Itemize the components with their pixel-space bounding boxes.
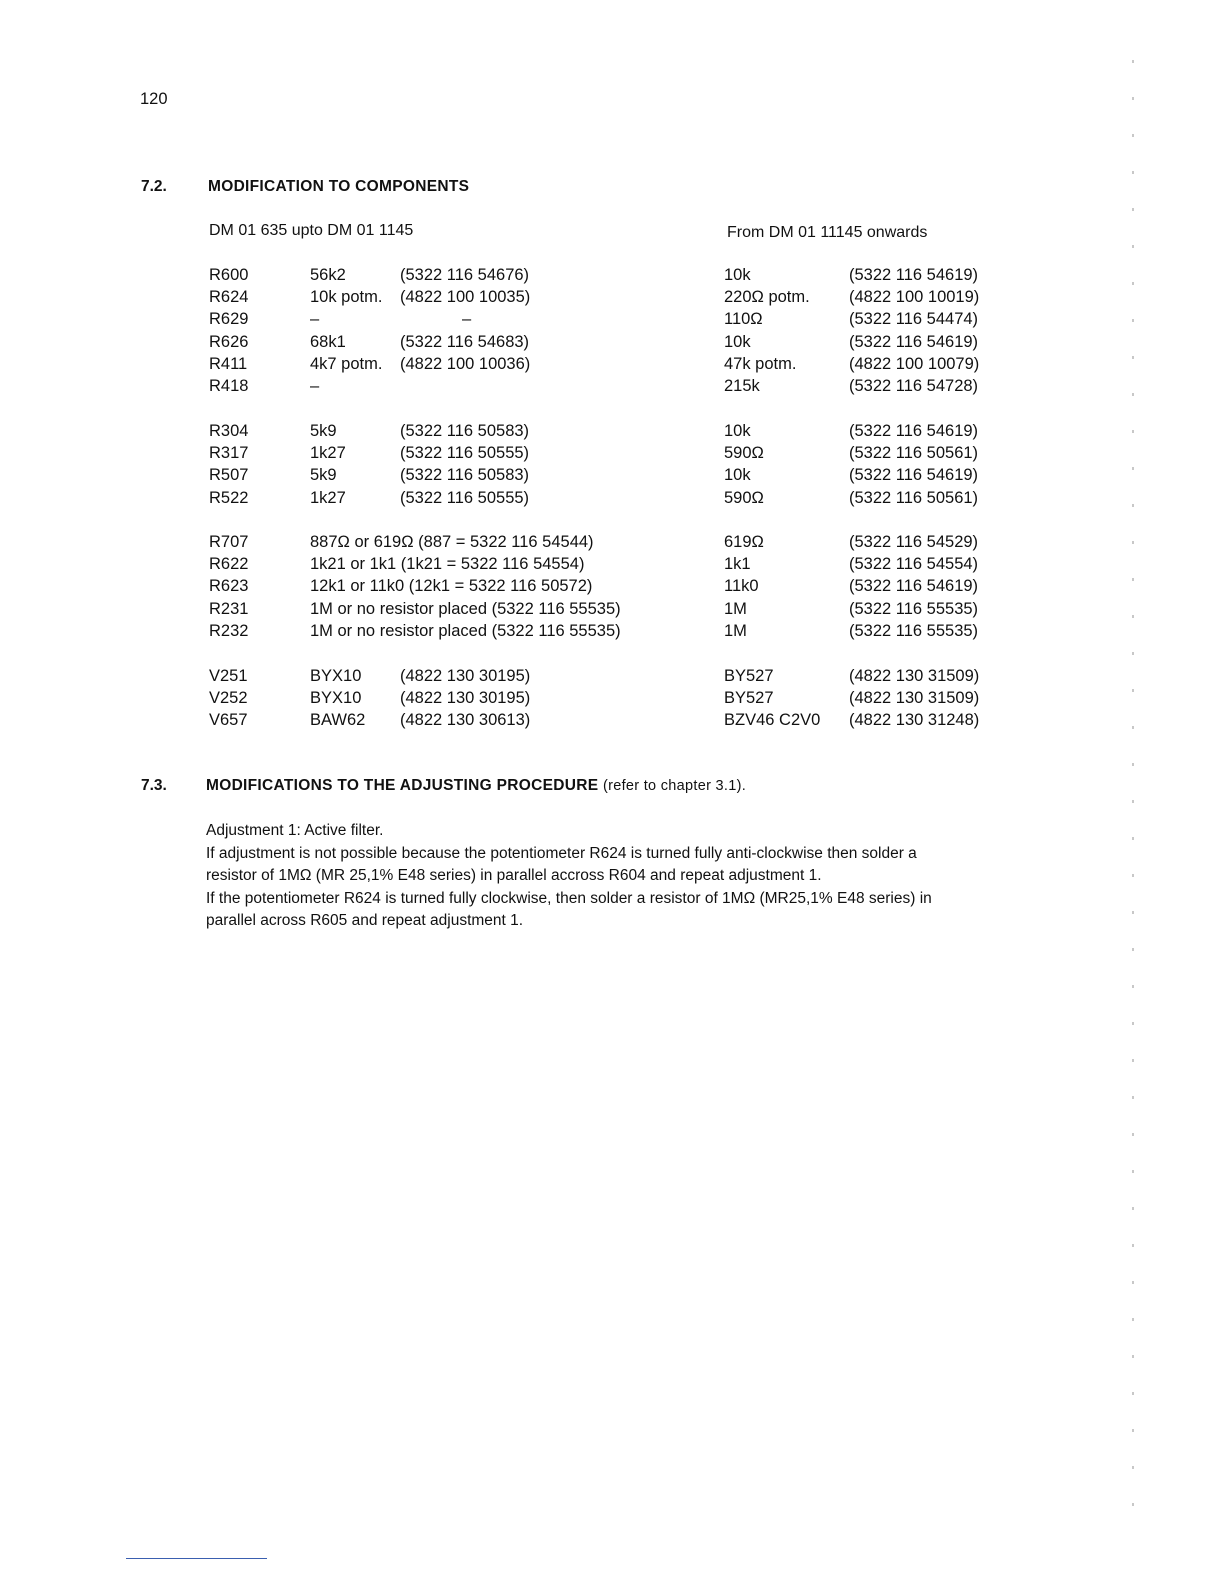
scan-mark: [1132, 1281, 1134, 1284]
scan-mark: [1132, 615, 1134, 618]
component-row: [0, 466, 1224, 488]
new-part-number: (5322 116 54619): [849, 466, 979, 485]
scan-mark: [1132, 504, 1134, 507]
old-value: –: [310, 310, 320, 329]
new-part-number: (5322 116 50561): [849, 444, 979, 463]
new-part-number: (5322 116 54619): [849, 332, 979, 351]
section-7-3-title: [206, 777, 746, 795]
new-part-number: (4822 130 31509): [849, 689, 980, 708]
new-value: 215k: [724, 377, 760, 395]
old-description: 1M or no resistor placed (5322 116 55535): [310, 621, 621, 640]
scan-mark: [1132, 393, 1134, 396]
new-serial-range-heading: From DM 01 11145 onwards: [727, 224, 928, 241]
new-part-number: (5322 116 55535): [849, 599, 979, 618]
component-ref: R624: [209, 288, 249, 307]
adjustment-line: If the potentiometer R624 is turned fully clockwise, then solder a resistor of 1MΩ (MR25,1% E48 series) in: [206, 889, 932, 907]
component-row: [0, 577, 1224, 599]
component-ref: V252: [209, 689, 248, 708]
new-part-number: (5322 116 54619): [849, 577, 979, 596]
scan-mark: [1132, 1392, 1134, 1395]
scan-mark: [1132, 1133, 1134, 1136]
old-value: –: [310, 377, 320, 395]
component-row: [0, 600, 1224, 622]
new-value: BZV46 C2V0: [724, 711, 821, 730]
section-7-3-title-note: (refer to chapter 3.1).: [602, 778, 747, 794]
old-value: 5k9: [310, 466, 337, 485]
scan-mark: [1132, 1207, 1134, 1210]
component-row: [0, 422, 1224, 444]
scan-mark: [1132, 1429, 1134, 1432]
scan-mark: [1132, 1355, 1134, 1358]
scan-mark: [1132, 1096, 1134, 1099]
component-ref: R232: [209, 621, 249, 640]
scan-mark: [1132, 134, 1134, 137]
scan-mark: [1132, 985, 1134, 988]
old-value: 1k27: [310, 488, 346, 507]
new-value: 10k: [724, 466, 751, 485]
new-part-number: (5322 116 54619): [849, 422, 979, 440]
new-part-number: (4822 130 31509): [849, 667, 980, 685]
new-part-number: (5322 116 54529): [849, 533, 979, 551]
scan-mark: [1132, 1022, 1134, 1025]
new-value: 590Ω: [724, 488, 764, 507]
scan-mark: [1132, 763, 1134, 766]
section-7-2-title: MODIFICATION TO COMPONENTS: [208, 178, 470, 195]
old-part-number: (4822 100 10036): [400, 354, 531, 373]
scan-mark: [1132, 319, 1134, 322]
component-row: [0, 711, 1224, 733]
scan-mark: [1132, 726, 1134, 729]
old-part-number: (5322 116 50555): [400, 444, 530, 463]
adjustment-paragraph: [206, 820, 1046, 933]
component-row: [0, 333, 1224, 355]
scan-mark: [1132, 1170, 1134, 1173]
component-row: [0, 622, 1224, 644]
new-value: 590Ω: [724, 444, 764, 463]
component-ref: R623: [209, 577, 249, 596]
scan-mark: [1132, 1244, 1134, 1247]
component-row: [0, 667, 1224, 689]
old-part-number: –: [462, 310, 472, 329]
component-ref: R600: [209, 266, 249, 284]
scan-mark: [1132, 874, 1134, 877]
new-part-number: (5322 116 54474): [849, 310, 979, 329]
scan-mark: [1132, 578, 1134, 581]
component-ref: R707: [209, 533, 249, 551]
page-number: 120: [140, 90, 168, 108]
component-row: [0, 555, 1224, 577]
old-value: 4k7 potm.: [310, 354, 383, 373]
component-ref: R231: [209, 599, 249, 618]
component-row: [0, 310, 1224, 332]
adjustment-line: parallel across R605 and repeat adjustment 1.: [206, 912, 524, 930]
component-ref: V251: [209, 667, 248, 685]
old-part-number: (5322 116 54683): [400, 332, 530, 351]
old-value: 1k27: [310, 444, 346, 463]
old-value: 5k9: [310, 422, 337, 440]
component-ref: V657: [209, 711, 248, 730]
component-row: [0, 355, 1224, 377]
new-value: 619Ω: [724, 533, 764, 551]
component-ref: R629: [209, 310, 249, 329]
new-value: BY527: [724, 667, 774, 685]
new-part-number: (5322 116 54619): [849, 266, 979, 284]
new-part-number: (5322 116 55535): [849, 621, 979, 640]
scan-mark: [1132, 467, 1134, 470]
component-ref: R507: [209, 466, 249, 485]
section-7-2-number: 7.2.: [141, 178, 167, 195]
component-ref: R622: [209, 555, 249, 574]
new-value: 110Ω: [724, 310, 763, 329]
component-row: [0, 377, 1224, 399]
scan-mark: [1132, 282, 1134, 285]
old-value: BYX10: [310, 667, 362, 685]
old-part-number: (5322 116 54676): [400, 266, 530, 284]
component-ref: R418: [209, 377, 249, 395]
old-serial-range-heading: DM 01 635 upto DM 01 1145: [209, 222, 414, 239]
new-part-number: (4822 100 10019): [849, 288, 980, 307]
scan-mark: [1132, 430, 1134, 433]
old-part-number: (4822 100 10035): [400, 288, 531, 307]
new-value: 1M: [724, 621, 747, 640]
new-value: 47k potm.: [724, 354, 797, 373]
component-row: [0, 489, 1224, 511]
new-value: 1k1: [724, 555, 751, 574]
footer-underline: [126, 1558, 267, 1559]
component-ref: R304: [209, 422, 249, 440]
scan-mark: [1132, 1466, 1134, 1469]
old-description: 887Ω or 619Ω (887 = 5322 116 54544): [310, 533, 594, 551]
new-value: 10k: [724, 266, 751, 284]
new-part-number: (5322 116 54554): [849, 555, 979, 574]
scan-margin-marks: [1128, 40, 1140, 1540]
old-value: 68k1: [310, 332, 346, 351]
old-description: 1M or no resistor placed (5322 116 55535): [310, 599, 621, 618]
new-value: 220Ω potm.: [724, 288, 810, 307]
old-value: 56k2: [310, 266, 346, 284]
scan-mark: [1132, 689, 1134, 692]
adjustment-line: resistor of 1MΩ (MR 25,1% E48 series) in parallel accross R604 and repeat adjustment 1.: [206, 867, 822, 885]
component-row: [0, 266, 1224, 288]
scan-mark: [1132, 541, 1134, 544]
scan-mark: [1132, 948, 1134, 951]
scan-mark: [1132, 60, 1134, 63]
component-row: [0, 533, 1224, 555]
section-7-3-title-text: MODIFICATIONS TO THE ADJUSTING PROCEDURE: [206, 777, 599, 794]
adjustment-line: If adjustment is not possible because the potentiometer R624 is turned fully anti-clockwise then solder a: [206, 844, 917, 862]
old-value: BYX10: [310, 689, 362, 708]
scan-mark: [1132, 1503, 1134, 1506]
new-part-number: (5322 116 54728): [849, 377, 979, 395]
new-part-number: (4822 100 10079): [849, 354, 980, 373]
new-value: 1M: [724, 599, 747, 618]
component-ref: R522: [209, 488, 249, 507]
scan-mark: [1132, 208, 1134, 211]
old-description: 12k1 or 11k0 (12k1 = 5322 116 50572): [310, 577, 593, 596]
new-part-number: (5322 116 50561): [849, 488, 979, 507]
component-ref: R411: [209, 354, 248, 373]
scan-mark: [1132, 245, 1134, 248]
adjustment-line: Adjustment 1: Active filter.: [206, 822, 384, 839]
scan-mark: [1132, 171, 1134, 174]
old-description: 1k21 or 1k1 (1k21 = 5322 116 54554): [310, 555, 585, 574]
old-part-number: (4822 130 30613): [400, 711, 531, 730]
scan-mark: [1132, 97, 1134, 100]
scan-mark: [1132, 1059, 1134, 1062]
old-value: 10k potm.: [310, 288, 383, 307]
component-row: [0, 288, 1224, 310]
component-row: [0, 444, 1224, 466]
component-row: [0, 689, 1224, 711]
old-part-number: (4822 130 30195): [400, 667, 531, 685]
scan-mark: [1132, 911, 1134, 914]
new-value: 10k: [724, 332, 751, 351]
new-value: 10k: [724, 422, 751, 440]
new-value: 11k0: [724, 577, 759, 596]
old-part-number: (4822 130 30195): [400, 689, 531, 708]
old-part-number: (5322 116 50583): [400, 466, 530, 485]
section-7-3-number: 7.3.: [141, 777, 167, 794]
scan-mark: [1132, 800, 1134, 803]
component-ref: R626: [209, 332, 249, 351]
scan-mark: [1132, 837, 1134, 840]
new-part-number: (4822 130 31248): [849, 711, 980, 730]
old-part-number: (5322 116 50583): [400, 422, 530, 440]
scan-mark: [1132, 652, 1134, 655]
scan-mark: [1132, 356, 1134, 359]
scan-mark: [1132, 1318, 1134, 1321]
new-value: BY527: [724, 689, 774, 708]
old-value: BAW62: [310, 711, 366, 730]
component-ref: R317: [209, 444, 249, 463]
old-part-number: (5322 116 50555): [400, 488, 530, 507]
